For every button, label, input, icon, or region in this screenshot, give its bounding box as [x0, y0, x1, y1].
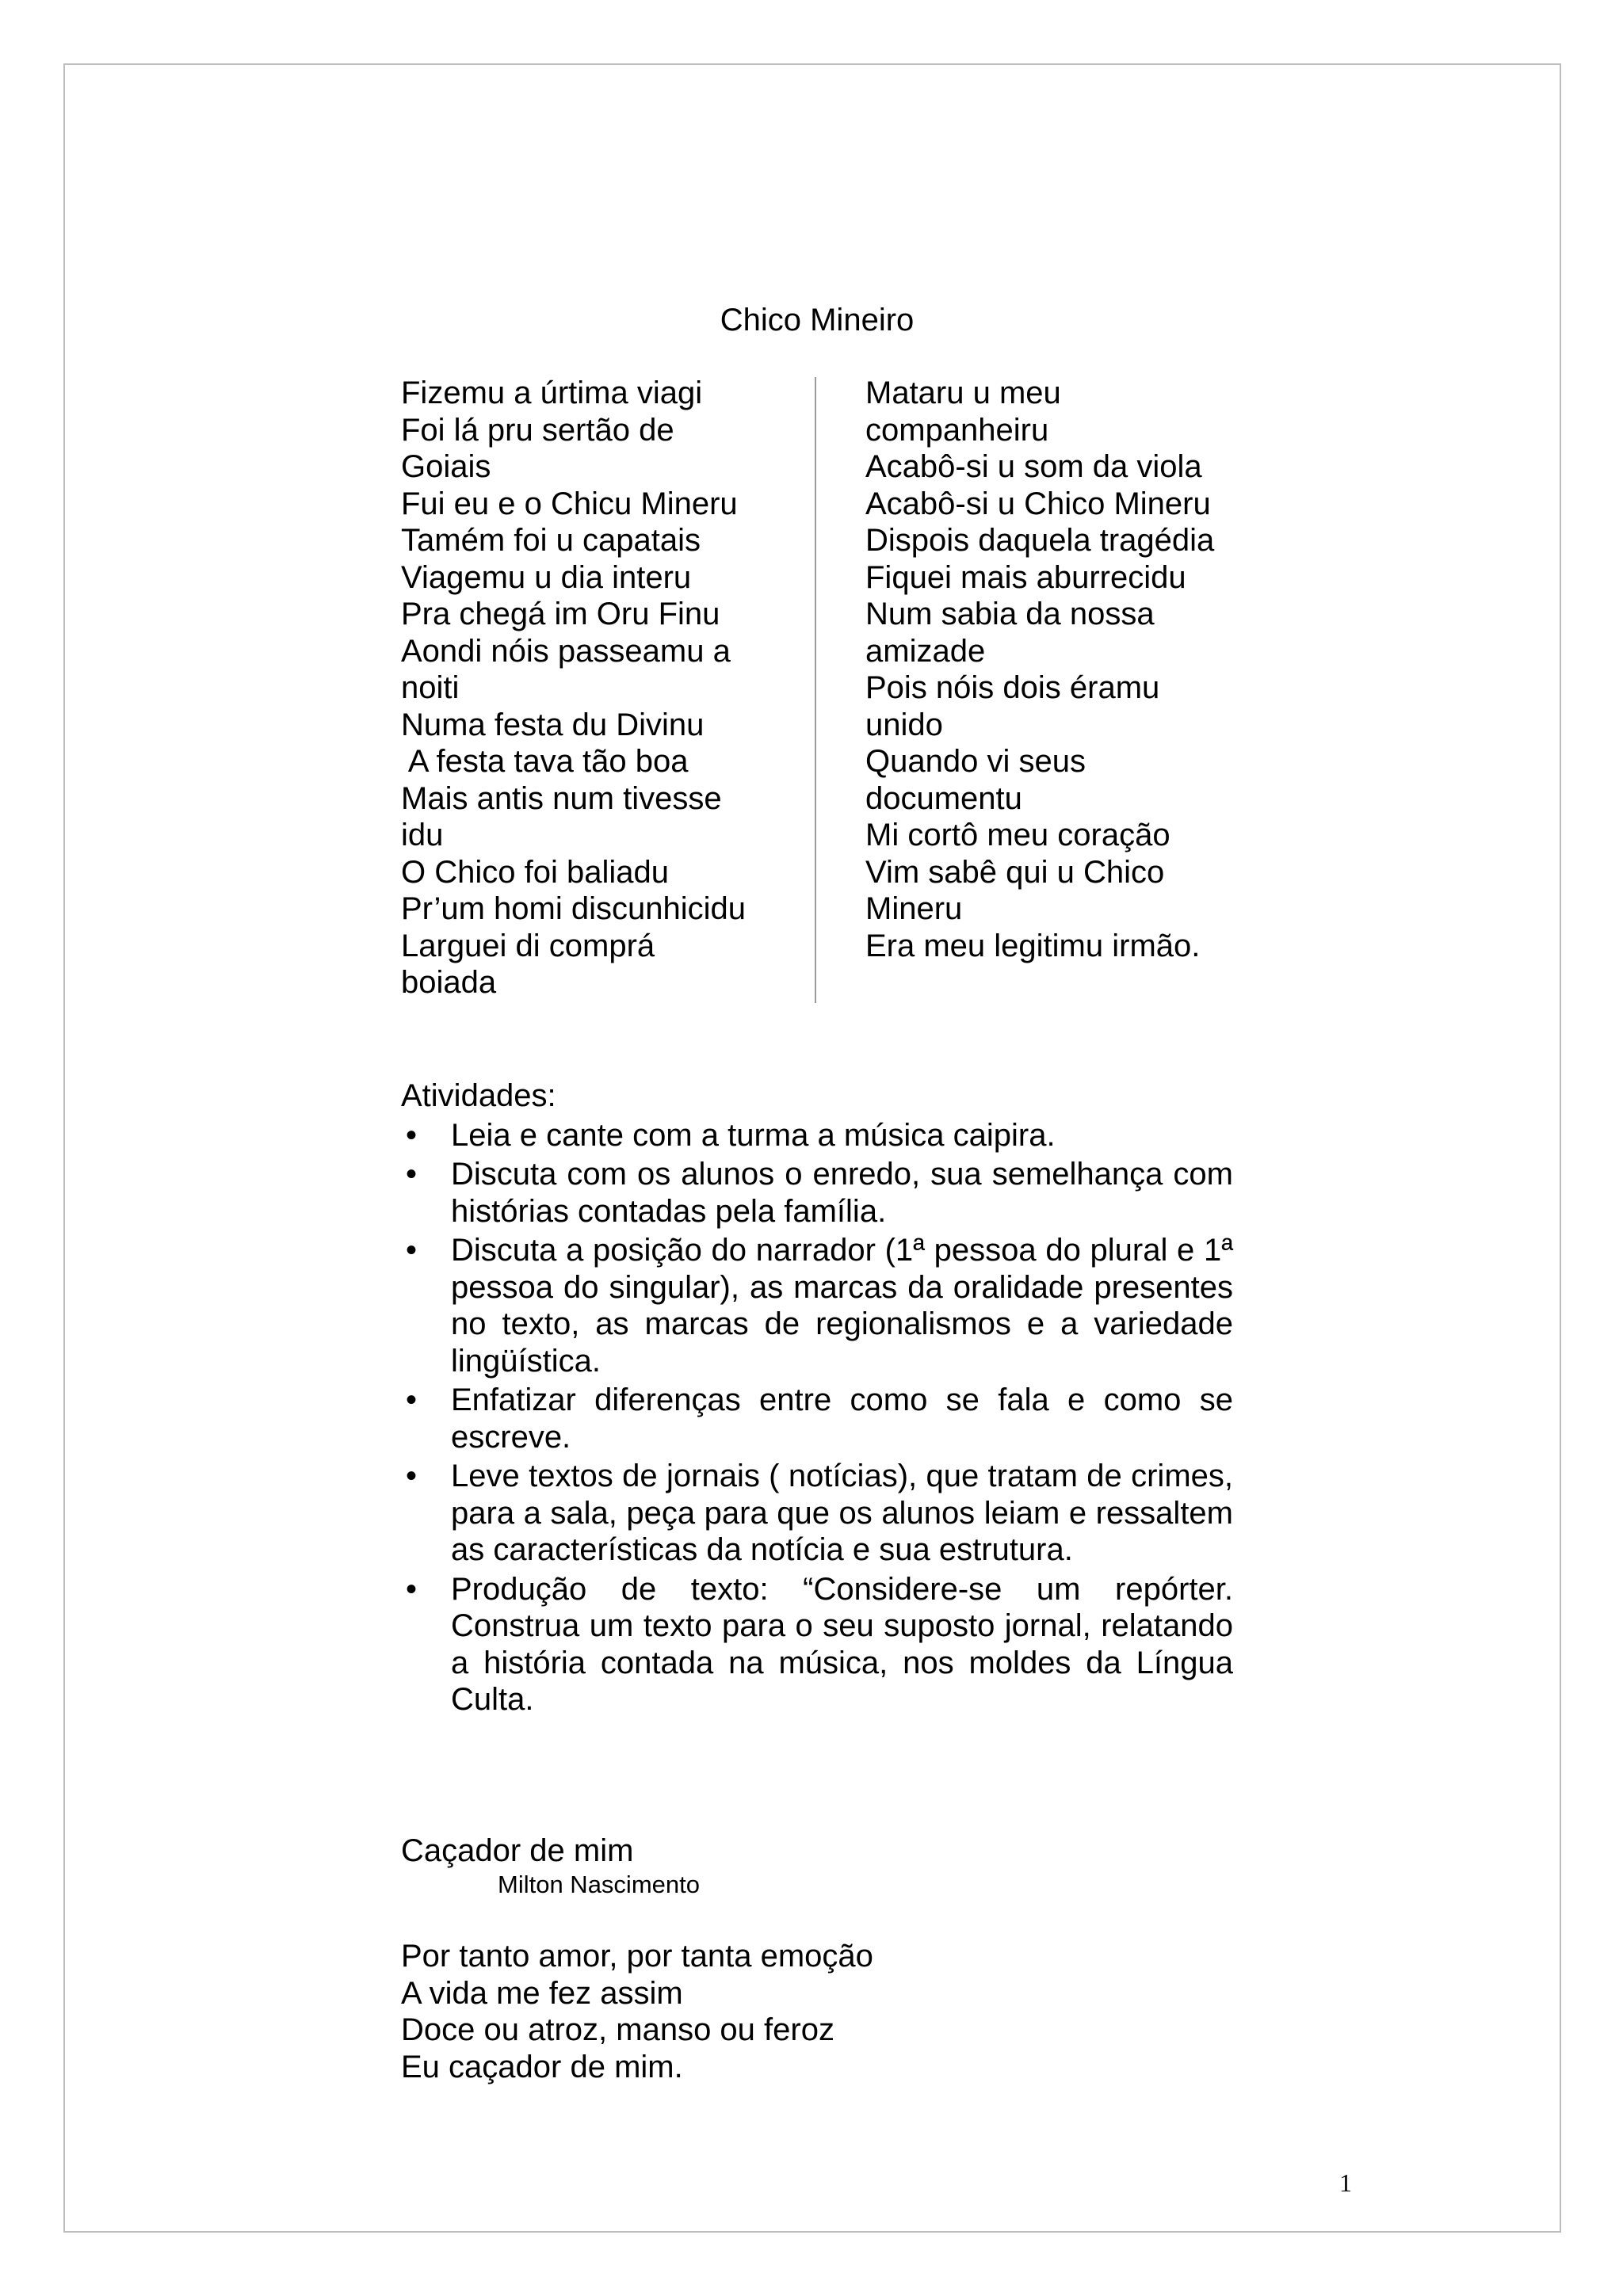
activities-heading: Atividades: [401, 1078, 556, 1113]
bullet-icon: • [406, 1383, 418, 1417]
lyrics-left-column [401, 375, 797, 1001]
activity-text: Leve textos de jornais ( notícias), que tratam de crimes, para a sala, peça para que os alunos leiam e ressaltem as características da notícia e sua estrutura. [451, 1459, 1233, 1567]
lyric-line: Num sabia da nossa [865, 597, 1155, 631]
second-song-author: Milton Nascimento [498, 1871, 700, 1898]
lyric-line: noiti [401, 670, 460, 705]
page-number: 1 [1339, 2168, 1352, 2197]
lyric-line: Doce ou atroz, manso ou feroz [401, 2012, 834, 2047]
lyric-line: Mataru u meu [865, 376, 1061, 410]
bullet-icon: • [406, 1571, 418, 1607]
lyric-line: amizade [865, 633, 986, 669]
lyric-line: idu [401, 818, 444, 852]
bullet-icon: • [406, 1157, 418, 1192]
lyric-line: Larguei di comprá [401, 928, 655, 963]
lyric-line: Goiais [401, 449, 491, 484]
lyric-line: Pois nóis dois éramu [865, 670, 1160, 705]
activity-text: Enfatizar diferenças entre como se fala e como se escreve. [451, 1383, 1233, 1455]
lyric-line: Acabô-si u som da viola [865, 449, 1202, 484]
lyric-line: Mais antis num tivesse [401, 780, 722, 816]
second-song-title: Caçador de mim [401, 1833, 634, 1868]
lyric-line: Foi lá pru sertão de [401, 412, 674, 448]
lyric-line: companheiru [865, 412, 1049, 448]
list-item [401, 1458, 1233, 1569]
second-song-lyrics [401, 1938, 1233, 2085]
list-item [401, 1117, 1233, 1154]
lyric-line: A vida me fez assim [401, 1975, 683, 2011]
column-divider [815, 377, 816, 1003]
lyric-line: Eu caçador de mim. [401, 2049, 683, 2084]
lyric-line: Mi cortô meu coração [865, 818, 1170, 852]
lyric-line: Aondi nóis passeamu a [401, 633, 731, 669]
lyric-line: Pra chegá im Oru Finu [401, 597, 720, 631]
list-item [401, 1232, 1233, 1379]
lyric-line: Numa festa du Divinu [401, 707, 705, 742]
lyric-line: documentu [865, 780, 1022, 816]
lyric-line: Acabô-si u Chico Mineru [865, 486, 1211, 521]
lyric-line: Pr’um homi discunhicidu [401, 891, 746, 926]
activities-section [401, 1077, 1233, 1718]
activity-text: Discuta a posição do narrador (1ª pessoa do plural e 1ª pessoa do singular), as marcas da oralidade presentes no texto, as marcas de regionalismos e a variedade lingüística. [451, 1233, 1233, 1379]
lyric-line: Viagemu u dia interu [401, 559, 692, 595]
lyric-line: Era meu legitimu irmão. [865, 928, 1201, 963]
lyric-line: boiada [401, 965, 497, 1000]
list-item [401, 1382, 1233, 1455]
bullet-icon: • [406, 1459, 418, 1493]
song-title: Chico Mineiro [720, 303, 915, 338]
lyric-line: Vim sabê qui u Chico [865, 854, 1165, 890]
bullet-icon: • [406, 1117, 418, 1153]
activity-text: Discuta com os alunos o enredo, sua semelhança com histórias contadas pela família. [451, 1157, 1233, 1229]
lyric-line: Quando vi seus [865, 744, 1086, 779]
lyric-line: O Chico foi baliadu [401, 854, 669, 890]
lyric-line: A festa tava tão boa [401, 744, 689, 779]
lyrics-right-column [865, 375, 1246, 964]
lyric-line: Fui eu e o Chicu Mineru [401, 486, 738, 521]
activity-text: Leia e cante com a turma a música caipira. [451, 1117, 1056, 1153]
second-song-section [401, 1832, 1233, 2085]
lyric-line: unido [865, 707, 943, 742]
bullet-icon: • [406, 1233, 418, 1268]
list-item [401, 1571, 1233, 1718]
lyric-line: Dispois daquela tragédia [865, 523, 1215, 558]
activities-list [401, 1117, 1233, 1718]
lyric-line: Por tanto amor, por tanta emoção [401, 1939, 873, 1974]
lyric-line: Fizemu a úrtima viagi [401, 376, 703, 410]
activity-text: Produção de texto: “Considere-se um repórter. Construa um texto para o seu suposto jornal, relatando a história contada na música, nos moldes da Língua Culta. [451, 1571, 1233, 1717]
lyric-line: Fiquei mais aburrecidu [865, 559, 1186, 595]
lyric-line: Mineru [865, 891, 963, 926]
list-item [401, 1156, 1233, 1230]
lyric-line: Tamém foi u capatais [401, 523, 701, 558]
